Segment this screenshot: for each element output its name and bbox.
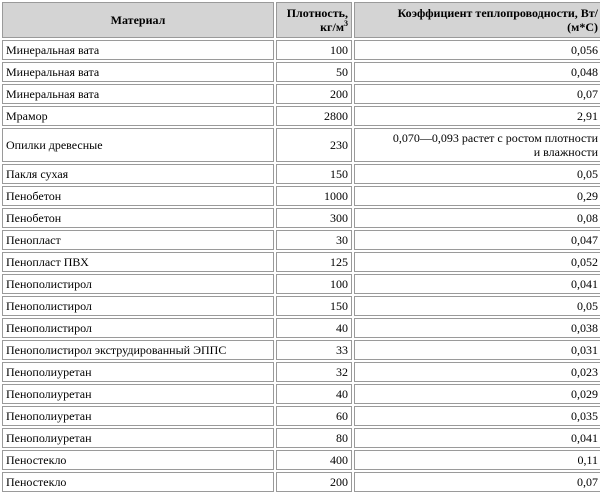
table-row — [2, 472, 600, 492]
cell-material: Пенопласт — [2, 230, 274, 250]
cell-density: 40 — [276, 318, 352, 338]
cell-coefficient-line2: и влажности — [533, 145, 598, 159]
header-density — [276, 2, 352, 38]
table-row — [2, 164, 600, 184]
cell-coefficient: 0,29 — [354, 186, 600, 206]
table-row — [2, 186, 600, 206]
table-row — [2, 84, 600, 104]
cell-material: Пеностекло — [2, 450, 274, 470]
cell-density: 100 — [276, 40, 352, 60]
header-coefficient-unit: (м*С) — [567, 20, 598, 34]
cell-material: Пенополиуретан — [2, 362, 274, 382]
cell-density: 400 — [276, 450, 352, 470]
cell-coefficient: 0,11 — [354, 450, 600, 470]
cell-coefficient: 0,07 — [354, 472, 600, 492]
table-row — [2, 318, 600, 338]
table-row — [2, 128, 600, 162]
header-density-unit: кг/м — [320, 20, 344, 34]
cell-density: 1000 — [276, 186, 352, 206]
cell-material: Пенобетон — [2, 186, 274, 206]
cell-coefficient: 0,023 — [354, 362, 600, 382]
cell-coefficient: 0,041 — [354, 274, 600, 294]
cell-material: Пенополистирол — [2, 274, 274, 294]
cell-coefficient: 0,041 — [354, 428, 600, 448]
cell-material: Мрамор — [2, 106, 274, 126]
cell-material: Пенополистирол — [2, 318, 274, 338]
cell-density: 50 — [276, 62, 352, 82]
table-row — [2, 406, 600, 426]
cell-density: 60 — [276, 406, 352, 426]
cell-coefficient: 0,052 — [354, 252, 600, 272]
cell-coefficient: 0,048 — [354, 62, 600, 82]
cell-density: 80 — [276, 428, 352, 448]
table-row — [2, 296, 600, 316]
table-row — [2, 230, 600, 250]
cell-density: 100 — [276, 274, 352, 294]
cell-material: Пенопласт ПВХ — [2, 252, 274, 272]
cell-material: Опилки древесные — [2, 128, 274, 162]
table-row — [2, 40, 600, 60]
cell-coefficient: 0,056 — [354, 40, 600, 60]
cell-material: Минеральная вата — [2, 40, 274, 60]
cell-coefficient — [354, 128, 600, 162]
cell-coefficient: 0,031 — [354, 340, 600, 360]
cell-density: 125 — [276, 252, 352, 272]
cell-density: 33 — [276, 340, 352, 360]
table-row — [2, 384, 600, 404]
cell-coefficient: 0,07 — [354, 84, 600, 104]
cell-density: 2800 — [276, 106, 352, 126]
cell-material: Пенополиуретан — [2, 384, 274, 404]
cell-coefficient: 0,047 — [354, 230, 600, 250]
cell-coefficient: 0,08 — [354, 208, 600, 228]
header-coefficient — [354, 2, 600, 38]
table-row — [2, 340, 600, 360]
cell-density: 230 — [276, 128, 352, 162]
header-coefficient-label: Коэффициент теплопроводности, Вт/ — [397, 6, 598, 20]
cell-material: Пенополистирол экструдированный ЭППС — [2, 340, 274, 360]
cell-coefficient: 0,029 — [354, 384, 600, 404]
cell-density: 40 — [276, 384, 352, 404]
table-row — [2, 274, 600, 294]
cell-density: 200 — [276, 84, 352, 104]
table-row — [2, 208, 600, 228]
cell-density: 150 — [276, 296, 352, 316]
cell-density: 150 — [276, 164, 352, 184]
cell-material: Пенополиуретан — [2, 406, 274, 426]
cell-density: 300 — [276, 208, 352, 228]
cell-coefficient: 2,91 — [354, 106, 600, 126]
table-row — [2, 450, 600, 470]
cell-coefficient: 0,05 — [354, 296, 600, 316]
cell-material: Минеральная вата — [2, 84, 274, 104]
table-row — [2, 362, 600, 382]
cell-coefficient: 0,038 — [354, 318, 600, 338]
table-header-row — [2, 2, 600, 38]
cell-material: Пакля сухая — [2, 164, 274, 184]
cell-coefficient: 0,05 — [354, 164, 600, 184]
header-density-label: Плотность, — [286, 6, 348, 20]
header-material-label: Материал — [110, 13, 166, 27]
cell-coefficient: 0,035 — [354, 406, 600, 426]
table-row — [2, 106, 600, 126]
cell-coefficient-line1: 0,070—0,093 растет с ростом плотности — [392, 131, 598, 145]
cell-material: Пенобетон — [2, 208, 274, 228]
header-density-unit-power: 3 — [344, 19, 348, 28]
cell-material: Минеральная вата — [2, 62, 274, 82]
cell-material: Пенополиуретан — [2, 428, 274, 448]
table-row — [2, 252, 600, 272]
table-row — [2, 62, 600, 82]
cell-density: 30 — [276, 230, 352, 250]
header-material — [2, 2, 274, 38]
cell-material: Пенополистирол — [2, 296, 274, 316]
cell-material: Пеностекло — [2, 472, 274, 492]
cell-density: 200 — [276, 472, 352, 492]
table-row — [2, 428, 600, 448]
cell-density: 32 — [276, 362, 352, 382]
